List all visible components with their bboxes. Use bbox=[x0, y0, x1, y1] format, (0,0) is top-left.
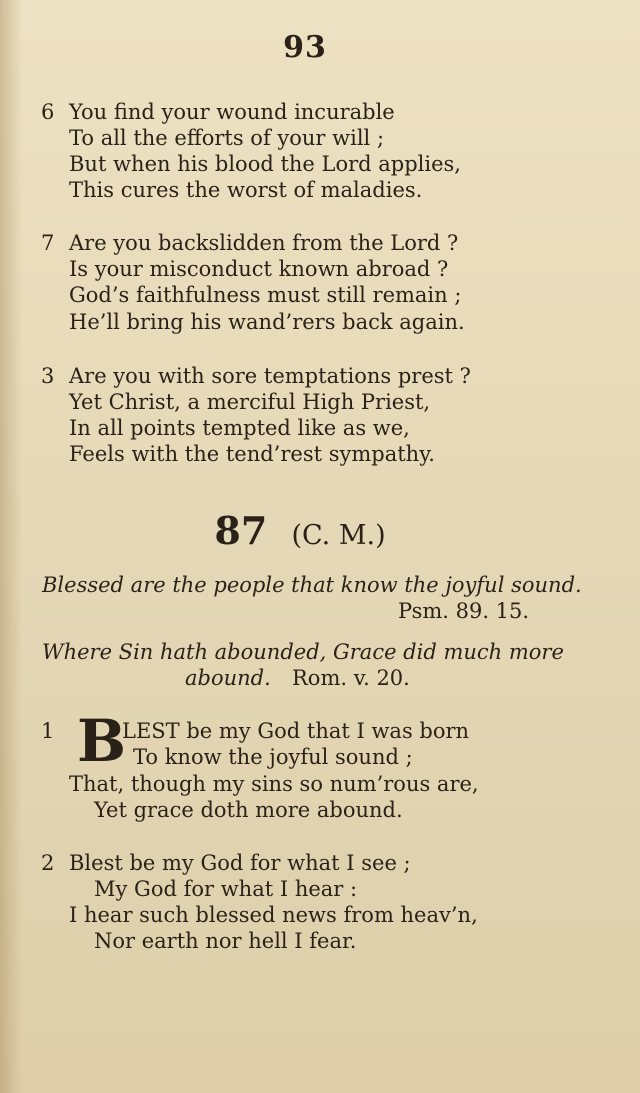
epigraph-reference: Psm. 89. 15. bbox=[398, 599, 530, 623]
epigraph-text: abound. bbox=[185, 666, 271, 690]
epigraph-reference: Rom. v. 20. bbox=[292, 666, 410, 690]
verse-line: I hear such blessed news from heav’n, bbox=[69, 903, 478, 927]
drop-cap: B bbox=[77, 707, 127, 775]
verse-line: You find your wound incurable bbox=[69, 100, 395, 124]
stanza-number: 6 bbox=[41, 100, 55, 124]
verse-line: This cures the worst of maladies. bbox=[69, 178, 423, 202]
stanza-number: 1 bbox=[41, 719, 55, 743]
verse-line: But when his blood the Lord applies, bbox=[69, 152, 461, 176]
verse-line: Yet grace doth more abound. bbox=[94, 798, 403, 822]
verse-line: To all the efforts of your will ; bbox=[69, 126, 385, 150]
page-number: 93 bbox=[283, 30, 327, 65]
verse-line: To know the joyful sound ; bbox=[133, 745, 413, 769]
verse-line: Are you backslidden from the Lord ? bbox=[69, 231, 459, 255]
hymn-heading bbox=[0, 508, 600, 553]
verse-line: Blest be my God for what I see ; bbox=[69, 851, 411, 875]
verse-line: Are you with sore temptations prest ? bbox=[69, 364, 471, 388]
stanza-number: 2 bbox=[41, 851, 55, 875]
verse-line: He’ll bring his wand’rers back again. bbox=[69, 310, 465, 334]
verse-line: LEST be my God that I was born bbox=[122, 719, 470, 743]
verse-line: Yet Christ, a merciful High Priest, bbox=[69, 390, 431, 414]
epigraph-text: Where Sin hath abounded, Grace did much more bbox=[42, 640, 564, 664]
hymn-number: 87 bbox=[214, 508, 268, 553]
verse-line: Feels with the tend’rest sympathy. bbox=[69, 442, 435, 466]
verse-line: God’s faithfulness must still remain ; bbox=[69, 283, 462, 307]
hymn-meter: (C. M.) bbox=[291, 520, 386, 551]
verse-line: That, though my sins so num’rous are, bbox=[69, 772, 479, 796]
stanza-number: 7 bbox=[41, 231, 55, 255]
stanza-number: 3 bbox=[41, 364, 55, 388]
epigraph-text: Blessed are the people that know the joyful sound. bbox=[42, 573, 582, 597]
verse-line: My God for what I hear : bbox=[94, 877, 358, 901]
verse-line: In all points tempted like as we, bbox=[69, 416, 410, 440]
verse-line: Is your misconduct known abroad ? bbox=[69, 257, 449, 281]
verse-line: Nor earth nor hell I fear. bbox=[94, 929, 357, 953]
